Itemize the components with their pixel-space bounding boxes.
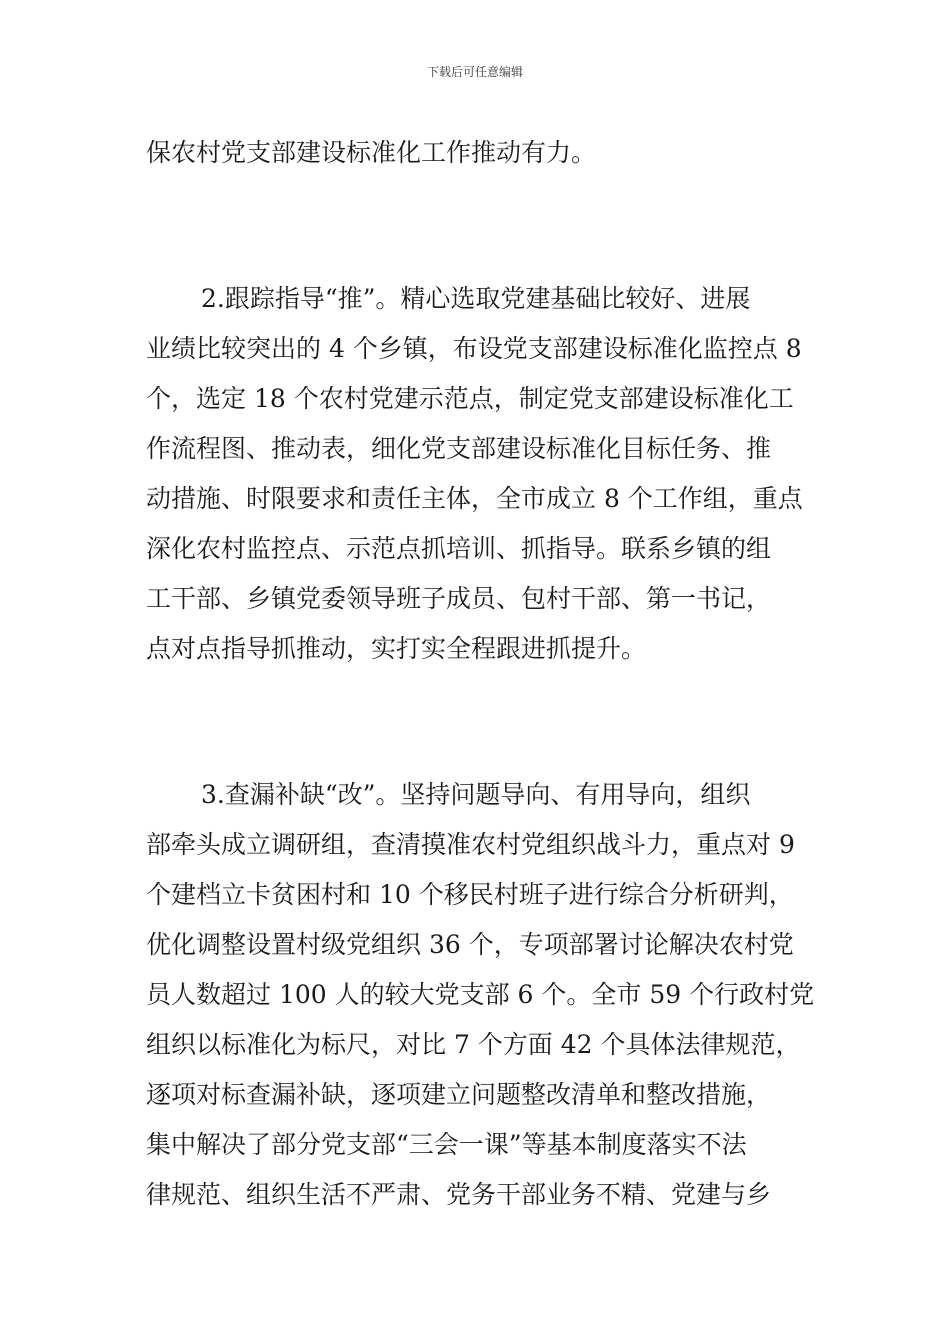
text-line: 员人数超过 100 人的较大党支部 6 个。全市 59 个行政村党	[146, 980, 815, 1009]
paragraph-1	[146, 128, 806, 178]
text-line: 集中解决了部分党支部“三会一课”等基本制度落实不法	[146, 1130, 747, 1159]
text-line: 深化农村监控点、示范点抓培训、抓指导。联系乡镇的组	[146, 534, 772, 563]
paragraph-gap	[146, 178, 806, 274]
text-line: 作流程图、推动表，细化党支部建设标准化目标任务、推	[146, 434, 772, 463]
text-line: 部牵头成立调研组，查清摸准农村党组织战斗力，重点对 9	[146, 830, 795, 859]
text-line: 业绩比较突出的 4 个乡镇，布设党支部建设标准化监控点 8	[146, 334, 802, 363]
text-line: 逐项对标查漏补缺，逐项建立问题整改清单和整改措施，	[146, 1080, 772, 1109]
text-line: 工干部、乡镇党委领导班子成员、包村干部、第一书记，	[146, 584, 772, 613]
paragraph-3	[146, 770, 815, 1220]
text-line: 保农村党支部建设标准化工作推动有力。	[146, 138, 597, 167]
text-line: 组织以标准化为标尺，对比 7 个方面 42 个具体法律规范，	[146, 1030, 801, 1059]
text-line: 律规范、组织生活不严肃、党务干部业务不精、党建与乡	[146, 1180, 772, 1209]
paragraph-2	[146, 274, 806, 674]
text-line: 个，选定 18 个农村党建示范点，制定党支部建设标准化工	[146, 384, 794, 413]
text-line: 动措施、时限要求和责任主体，全市成立 8 个工作组，重点	[146, 484, 803, 513]
header-note: 下载后可任意编辑	[426, 65, 523, 79]
document-body	[146, 128, 815, 1220]
paragraph-gap	[146, 674, 806, 770]
text-line: 个建档立卡贫困村和 10 个移民村班子进行综合分析研判，	[146, 880, 794, 909]
text-line: 3.查漏补缺“改”。坚持问题导向、有用导向，组织	[201, 780, 751, 809]
text-line: 点对点指导抓推动，实打实全程跟进抓提升。	[146, 634, 647, 663]
text-line: 优化调整设置村级党组织 36 个，专项部署讨论解决农村党	[146, 930, 794, 959]
text-line: 2.跟踪指导“推”。精心选取党建基础比较好、进展	[201, 284, 751, 313]
